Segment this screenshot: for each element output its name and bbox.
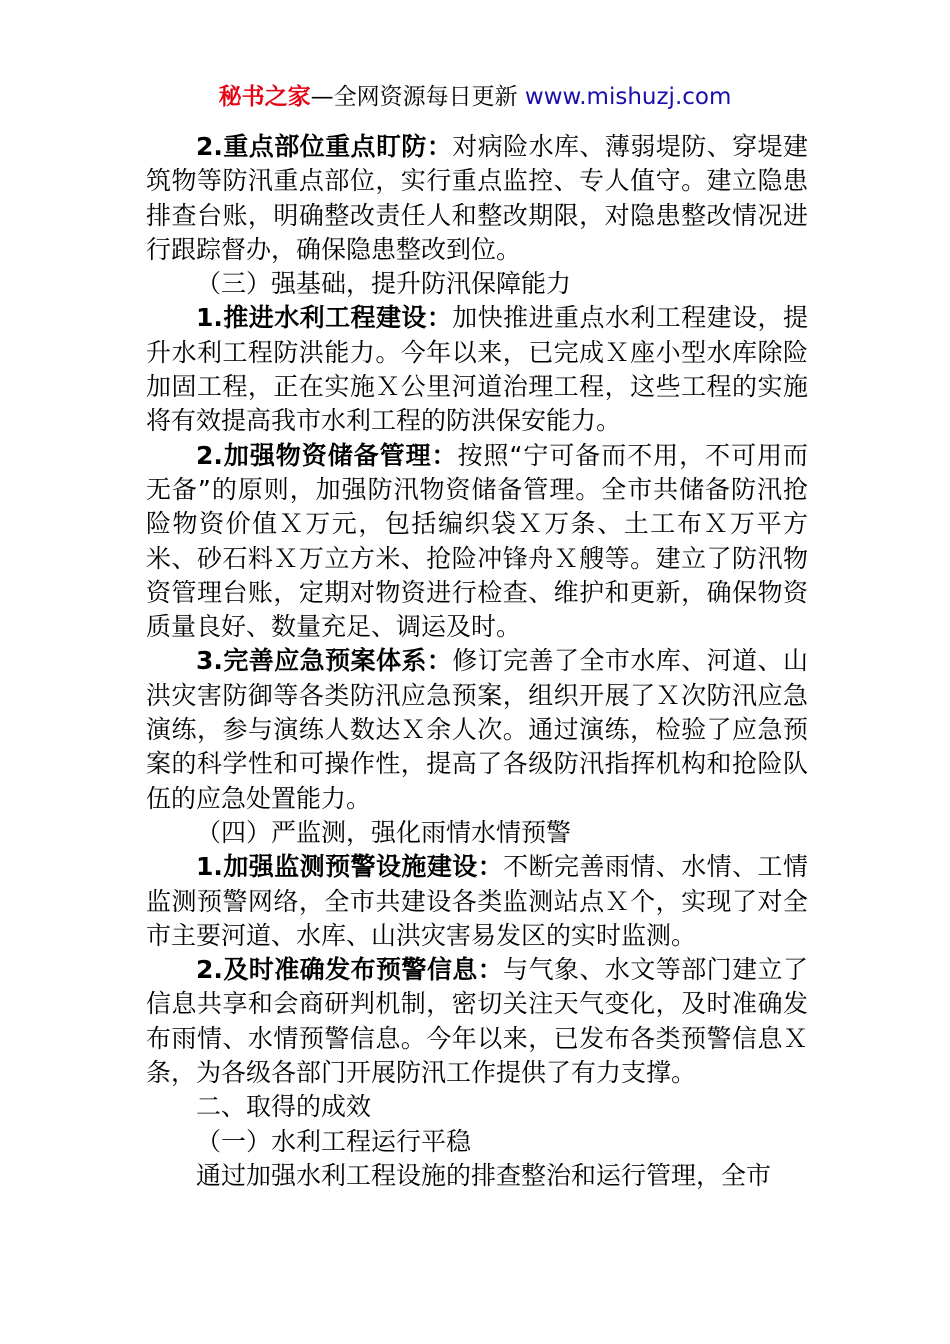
section-heading-text: （四）严监测，强化雨情水情预警 <box>196 817 572 847</box>
paragraph-heading: 1.推进水利工程建设： <box>196 303 453 333</box>
paragraph-text: 不断完善雨情、水情、工情监测预警网络，全市共建设各类监测站点Ｘ个，实现了对全市主要河道、水库、山洪灾害易发区的实时监测。 <box>146 852 808 950</box>
section-heading-3 <box>146 267 808 301</box>
section-heading-text: （一）水利工程运行平稳 <box>196 1126 472 1156</box>
site-url-link[interactable]: www.mishuzj.com <box>524 84 732 110</box>
paragraph-supplies-reserve <box>146 439 808 645</box>
section-heading-text: （三）强基础，提升防汛保障能力 <box>196 269 572 299</box>
paragraph-heading: 2.及时准确发布预警信息： <box>196 955 504 985</box>
paragraph-heading: 3.完善应急预案体系： <box>196 646 453 676</box>
paragraph-text: 通过加强水利工程设施的排查整治和运行管理，全市 <box>196 1160 772 1190</box>
section-heading-results-1 <box>146 1125 808 1159</box>
paragraph-key-area-monitoring <box>146 130 808 267</box>
document-body <box>146 130 808 1193</box>
paragraph-text: 按照“宁可备而不用，不可用而无备”的原则，加强防汛物资储备管理。全市共储备防汛抢险物资价值Ｘ万元，包括编织袋Ｘ万条、土工布Ｘ万平方米、砂石料Ｘ万立方米、抢险冲锋舟Ｘ艘等。建立了防汛物资管理台账，定期对物资进行检查、维护和更新，确保物资质量良好、数量充足、调运及时。 <box>146 440 808 642</box>
section-heading-4 <box>146 816 808 850</box>
paragraph-text: 与气象、水文等部门建立了信息共享和会商研判机制，密切关注天气变化，及时准确发布雨情、水情预警信息。今年以来，已发布各类预警信息Ｘ条，为各级各部门开展防汛工作提供了有力支撑。 <box>146 955 808 1088</box>
paragraph-water-projects <box>146 301 808 438</box>
chapter-heading-results <box>146 1090 808 1124</box>
paragraph-text: 加快推进重点水利工程建设，提升水利工程防洪能力。今年以来，已完成Ｘ座小型水库除险加固工程，正在实施Ｘ公里河道治理工程，这些工程的实施将有效提高我市水利工程的防洪保安能力。 <box>146 303 808 436</box>
paragraph-heading: 2.重点部位重点盯防： <box>196 132 453 161</box>
paragraph-warning-info <box>146 953 808 1090</box>
paragraph-monitoring-facilities <box>146 850 808 953</box>
site-tagline: —全网资源每日更新 <box>310 84 525 110</box>
paragraph-emergency-plans <box>146 644 808 815</box>
paragraph-results-intro <box>146 1159 808 1193</box>
paragraph-heading: 1.加强监测预警设施建设： <box>196 852 504 882</box>
site-brand: 秘书之家 <box>218 84 311 110</box>
paragraph-text: 修订完善了全市水库、河道、山洪灾害防御等各类防汛应急预案，组织开展了Ｘ次防汛应急演练，参与演练人数达Ｘ余人次。通过演练，检验了应急预案的科学性和可操作性，提高了各级防汛指挥机构和抢险队伍的应急处置能力。 <box>146 646 808 813</box>
paragraph-heading: 2.加强物资储备管理： <box>196 440 458 470</box>
chapter-heading-text: 二、取得的成效 <box>196 1092 372 1122</box>
site-header <box>0 80 950 114</box>
paragraph-text: 对病险水库、薄弱堤防、穿堤建筑物等防汛重点部位，实行重点监控、专人值守。建立隐患排查台账，明确整改责任人和整改期限，对隐患整改情况进行跟踪督办，确保隐患整改到位。 <box>146 132 808 264</box>
